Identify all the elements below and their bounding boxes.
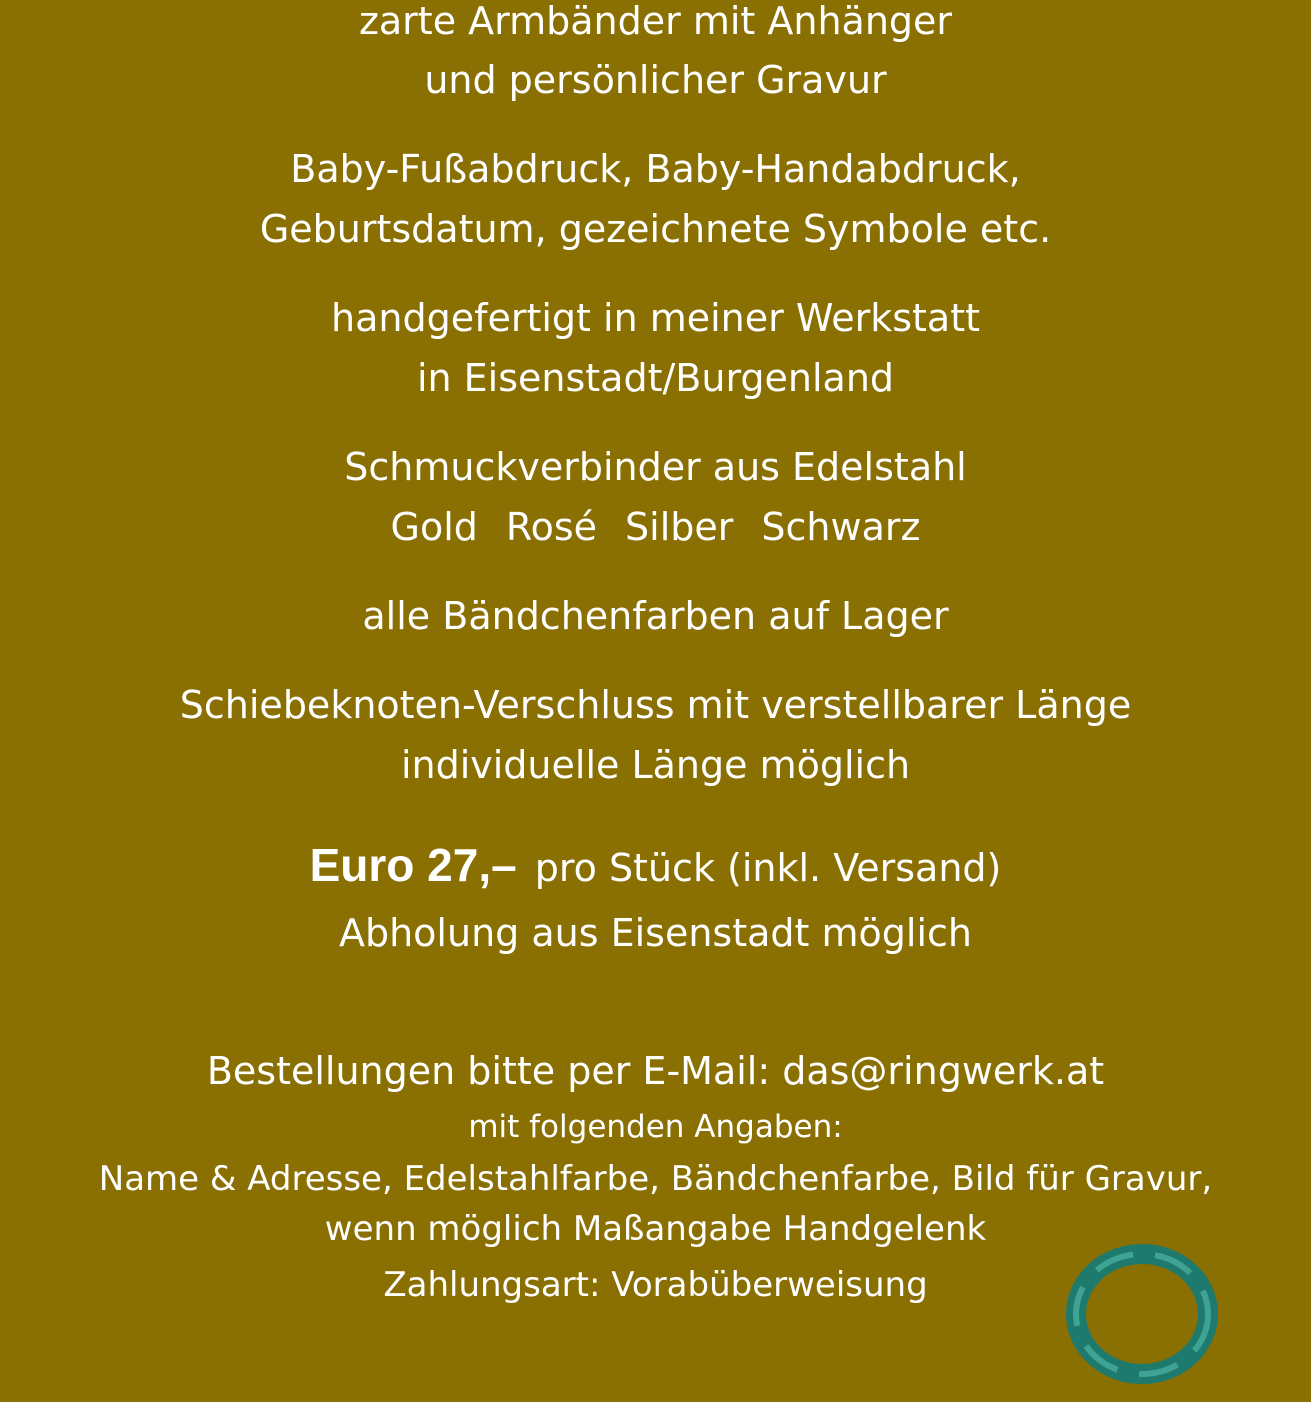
price-detail: pro Stück (inkl. Versand) <box>534 846 1002 890</box>
payment-line: Zahlungsart: Vorabüberweisung <box>383 1265 928 1305</box>
color-rose: Rosé <box>505 505 598 549</box>
pickup-line: Abholung aus Eisenstadt möglich <box>338 911 972 955</box>
price-line <box>0 839 1311 891</box>
order-email-line: Bestellungen bitte per E-Mail: das@ringwerk.at <box>206 1049 1105 1093</box>
order-details-fields: Name & Adresse, Edelstahlfarbe, Bändchenfarbe, Bild für Gravur, <box>98 1159 1213 1199</box>
motifs-line-1: Baby-Fußabdruck, Baby-Handabdruck, <box>290 147 1021 191</box>
price-amount: Euro 27,– <box>309 839 517 891</box>
motifs-line-2: Geburtsdatum, gezeichnete Symbole etc. <box>259 207 1052 251</box>
closure-line-1: Schiebeknoten-Verschluss mit verstellbarer Länge <box>179 683 1132 727</box>
origin-line-1: handgefertigt in meiner Werkstatt <box>331 296 980 340</box>
color-schwarz: Schwarz <box>761 505 921 549</box>
stock-line: alle Bändchenfarben auf Lager <box>362 594 949 638</box>
origin-line-2: in Eisenstadt/Burgenland <box>416 356 895 400</box>
connector-line: Schmuckverbinder aus Edelstahl <box>344 445 967 489</box>
connector-colors <box>0 505 1311 549</box>
intro-line-2: und persönlicher Gravur <box>424 58 887 102</box>
intro-line-1: zarte Armbänder mit Anhänger <box>358 0 953 43</box>
color-silber: Silber <box>625 505 734 549</box>
closure-line-2: individuelle Länge möglich <box>400 743 911 787</box>
order-details-heading: mit folgenden Angaben: <box>468 1109 843 1145</box>
order-details-wrist: wenn möglich Maßangabe Handgelenk <box>324 1209 987 1249</box>
ring-icon <box>1060 1232 1230 1402</box>
color-gold: Gold <box>390 505 478 549</box>
